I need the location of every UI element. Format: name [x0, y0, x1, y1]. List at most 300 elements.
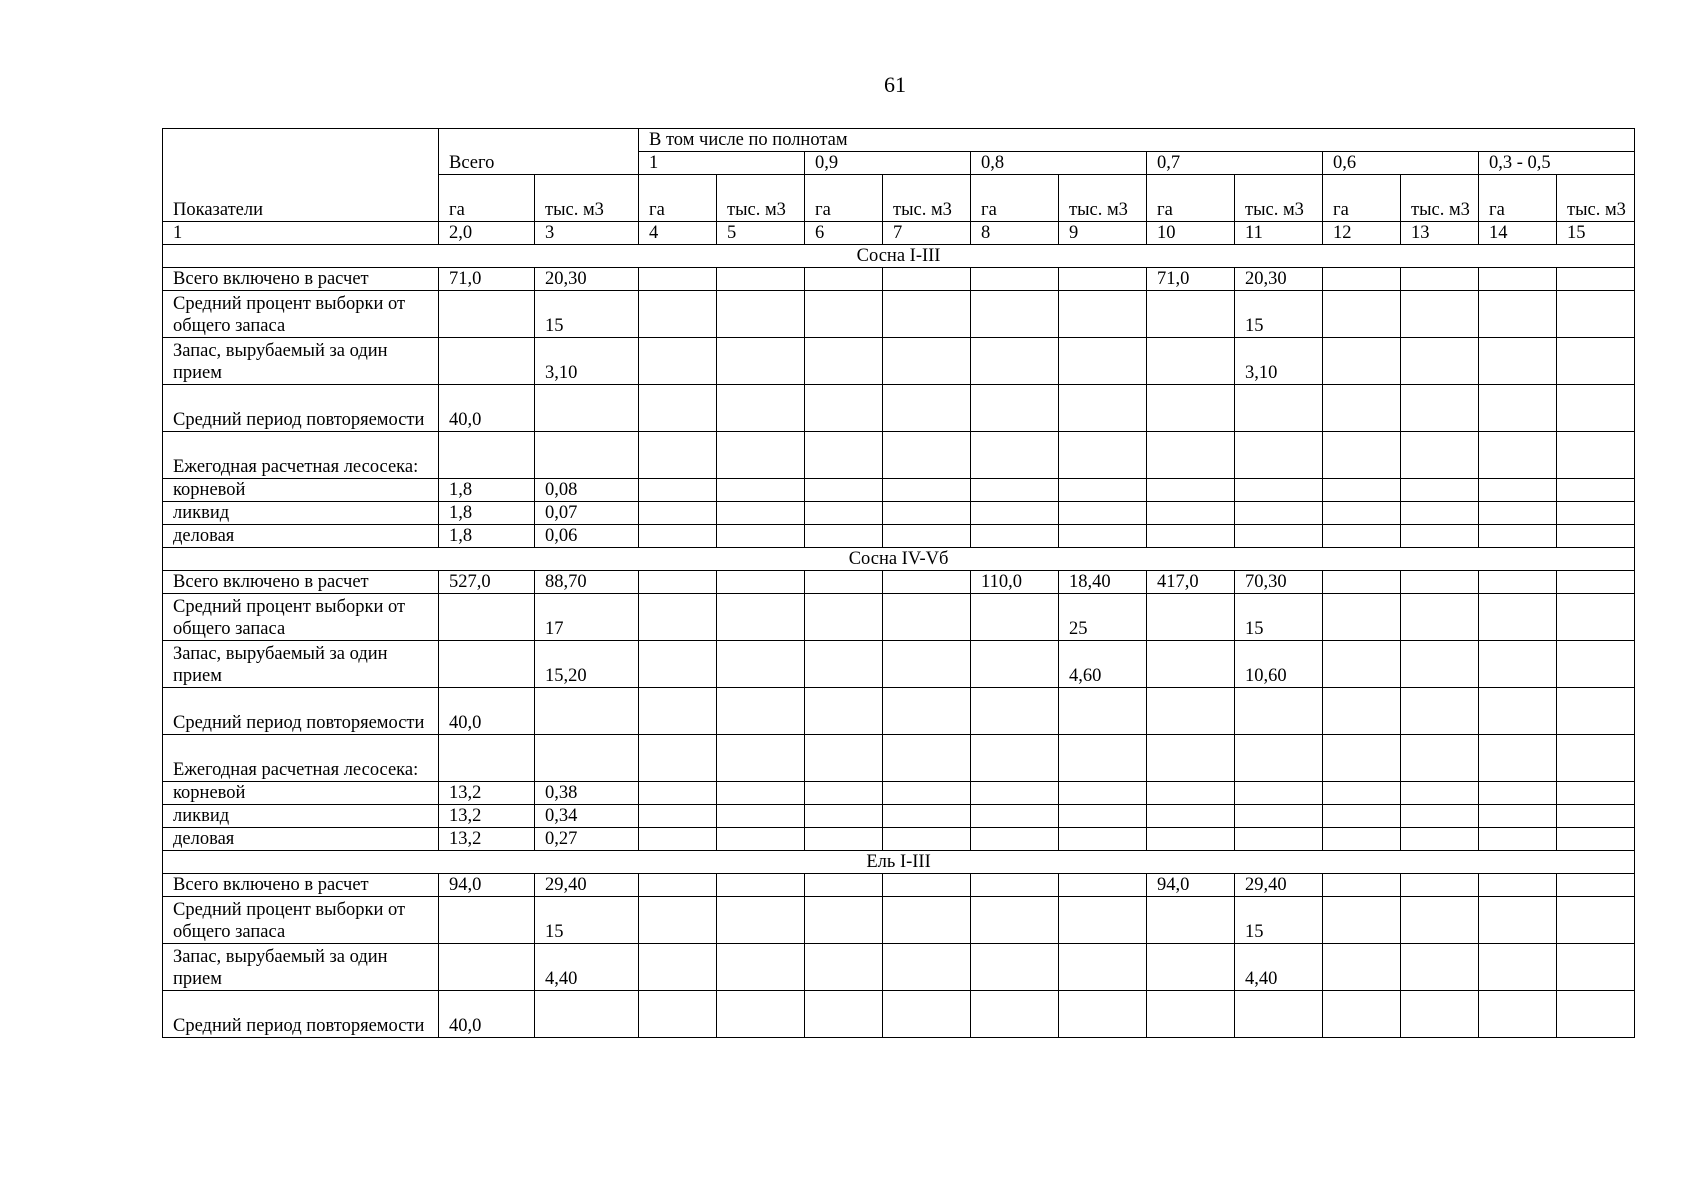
table-cell: [1323, 338, 1401, 385]
table-cell: [971, 525, 1059, 548]
table-cell: [639, 735, 717, 782]
row-label: Средний период повторяемости: [163, 385, 439, 432]
table-cell: 110,0: [971, 571, 1059, 594]
felling-table: [162, 128, 1635, 1038]
table-cell: [805, 805, 883, 828]
table-cell: [1147, 479, 1235, 502]
table-cell: [535, 432, 639, 479]
table-cell: [883, 897, 971, 944]
table-cell: [805, 991, 883, 1038]
table-cell: [971, 641, 1059, 688]
table-cell: [1401, 571, 1479, 594]
table-cell: [1479, 805, 1557, 828]
table-cell: 71,0: [439, 268, 535, 291]
table-cell: [1557, 828, 1635, 851]
table-cell: 88,70: [535, 571, 639, 594]
unit-ha: га: [1147, 175, 1235, 222]
table-cell: [639, 688, 717, 735]
table-cell: [717, 338, 805, 385]
table-cell: [883, 688, 971, 735]
table-cell: [1401, 525, 1479, 548]
table-cell: [639, 525, 717, 548]
table-cell: [1479, 897, 1557, 944]
table-cell: [1479, 641, 1557, 688]
table-cell: [1323, 688, 1401, 735]
table-cell: [1235, 502, 1323, 525]
row-label: Средний период повторяемости: [163, 991, 439, 1038]
table-cell: [1479, 525, 1557, 548]
table-cell: [883, 479, 971, 502]
table-cell: [805, 338, 883, 385]
table-row: [163, 805, 1635, 828]
unit-ha: га: [1479, 175, 1557, 222]
row-label: Запас, вырубаемый за один прием: [163, 338, 439, 385]
table-cell: [1401, 688, 1479, 735]
unit-thousand-m3: тыс. м3: [883, 175, 971, 222]
table-cell: [1235, 782, 1323, 805]
table-cell: 15: [1235, 594, 1323, 641]
column-number: 6: [805, 222, 883, 245]
table-cell: [639, 782, 717, 805]
table-cell: [1147, 291, 1235, 338]
row-label: Всего включено в расчет: [163, 874, 439, 897]
table-cell: [1401, 944, 1479, 991]
table-cell: 25: [1059, 594, 1147, 641]
table-cell: [639, 479, 717, 502]
table-cell: [639, 385, 717, 432]
table-cell: [883, 828, 971, 851]
table-cell: [805, 874, 883, 897]
table-cell: [1147, 897, 1235, 944]
table-cell: 527,0: [439, 571, 535, 594]
table-cell: [1147, 385, 1235, 432]
table-cell: [439, 291, 535, 338]
table-cell: [639, 874, 717, 897]
table-cell: [1401, 594, 1479, 641]
unit-ha: га: [971, 175, 1059, 222]
table-cell: 20,30: [1235, 268, 1323, 291]
unit-thousand-m3: тыс. м3: [1557, 175, 1635, 222]
table-cell: [1557, 571, 1635, 594]
section-title: Сосна IV-Vб: [163, 548, 1635, 571]
table-row: [163, 782, 1635, 805]
table-cell: [1323, 385, 1401, 432]
header-total: Всего: [439, 129, 639, 175]
table-cell: [1059, 874, 1147, 897]
table-cell: [1235, 828, 1323, 851]
table-cell: [1059, 735, 1147, 782]
table-cell: [971, 502, 1059, 525]
table-cell: [1557, 782, 1635, 805]
table-cell: 20,30: [535, 268, 639, 291]
table-cell: [1401, 502, 1479, 525]
table-cell: [971, 479, 1059, 502]
unit-thousand-m3: тыс. м3: [1235, 175, 1323, 222]
column-number: 4: [639, 222, 717, 245]
table-cell: 40,0: [439, 991, 535, 1038]
unit-thousand-m3: тыс. м3: [535, 175, 639, 222]
table-cell: [805, 525, 883, 548]
section-row: [163, 548, 1635, 571]
table-cell: [1323, 897, 1401, 944]
row-label: Средний процент выборки от общего запаса: [163, 291, 439, 338]
table-cell: [639, 805, 717, 828]
table-cell: [1479, 782, 1557, 805]
table-row: [163, 291, 1635, 338]
table-cell: [1479, 688, 1557, 735]
table-cell: [639, 594, 717, 641]
row-label: ликвид: [163, 805, 439, 828]
table-cell: [805, 944, 883, 991]
table-cell: [439, 735, 535, 782]
table-cell: [1235, 432, 1323, 479]
table-cell: [639, 991, 717, 1038]
table-cell: [805, 897, 883, 944]
table-cell: [639, 432, 717, 479]
table-cell: [1557, 432, 1635, 479]
table-cell: [805, 432, 883, 479]
table-cell: [1401, 828, 1479, 851]
table-cell: [1401, 897, 1479, 944]
table-cell: [1059, 268, 1147, 291]
table-cell: [1147, 828, 1235, 851]
row-label: Средний период повторяемости: [163, 688, 439, 735]
table-cell: 0,27: [535, 828, 639, 851]
table-cell: 4,40: [535, 944, 639, 991]
table-cell: [1401, 268, 1479, 291]
table-cell: [971, 991, 1059, 1038]
table-cell: [1059, 432, 1147, 479]
table-cell: 70,30: [1235, 571, 1323, 594]
table-cell: [1401, 291, 1479, 338]
table-cell: [1557, 385, 1635, 432]
table-cell: [1323, 735, 1401, 782]
table-cell: [717, 525, 805, 548]
table-cell: [1235, 991, 1323, 1038]
table-cell: [639, 268, 717, 291]
column-number: 3: [535, 222, 639, 245]
table-row: [163, 338, 1635, 385]
table-cell: [717, 897, 805, 944]
row-label: Всего включено в расчет: [163, 268, 439, 291]
table-cell: [1059, 991, 1147, 1038]
table-cell: 13,2: [439, 782, 535, 805]
density-0-6: 0,6: [1323, 152, 1479, 175]
table-cell: 94,0: [439, 874, 535, 897]
table-cell: [1059, 944, 1147, 991]
row-label: ликвид: [163, 502, 439, 525]
table-cell: [1557, 479, 1635, 502]
row-label: Всего включено в расчет: [163, 571, 439, 594]
table-cell: [1479, 594, 1557, 641]
table-cell: [1059, 805, 1147, 828]
table-cell: [1479, 479, 1557, 502]
table-cell: [1557, 502, 1635, 525]
table-cell: [1059, 291, 1147, 338]
table-cell: [1557, 291, 1635, 338]
table-cell: [883, 991, 971, 1038]
table-cell: [639, 944, 717, 991]
column-number: 14: [1479, 222, 1557, 245]
table-cell: [1059, 525, 1147, 548]
table-cell: [805, 828, 883, 851]
table-cell: [971, 897, 1059, 944]
row-label: деловая: [163, 828, 439, 851]
column-number: 11: [1235, 222, 1323, 245]
table-cell: [1235, 688, 1323, 735]
table-cell: [1059, 782, 1147, 805]
table-cell: [639, 338, 717, 385]
table-cell: [1401, 805, 1479, 828]
table-cell: [1147, 782, 1235, 805]
table-cell: [717, 641, 805, 688]
table-cell: [1323, 525, 1401, 548]
table-cell: [883, 502, 971, 525]
table-cell: [971, 594, 1059, 641]
table-cell: 71,0: [1147, 268, 1235, 291]
table-cell: [1059, 688, 1147, 735]
table-cell: [1557, 735, 1635, 782]
row-label: Запас, вырубаемый за один прием: [163, 944, 439, 991]
table-cell: [971, 944, 1059, 991]
section-title: Сосна I-III: [163, 245, 1635, 268]
table-cell: 17: [535, 594, 639, 641]
table-cell: [1401, 385, 1479, 432]
table-cell: [717, 594, 805, 641]
table-cell: [1147, 991, 1235, 1038]
column-number: 15: [1557, 222, 1635, 245]
table-cell: [805, 571, 883, 594]
table-cell: [439, 338, 535, 385]
table-cell: [439, 432, 535, 479]
column-number: 2,0: [439, 222, 535, 245]
table-cell: [1235, 385, 1323, 432]
row-label: Запас, вырубаемый за один прием: [163, 641, 439, 688]
column-number: 1: [163, 222, 439, 245]
table-cell: [1557, 805, 1635, 828]
table-cell: [1479, 432, 1557, 479]
table-cell: [1557, 594, 1635, 641]
table-cell: 1,8: [439, 525, 535, 548]
table-cell: 29,40: [1235, 874, 1323, 897]
table-cell: [971, 268, 1059, 291]
table-cell: 3,10: [535, 338, 639, 385]
table-cell: [1323, 291, 1401, 338]
table-cell: [1401, 432, 1479, 479]
table-cell: [1479, 828, 1557, 851]
table-cell: [717, 479, 805, 502]
table-cell: 1,8: [439, 502, 535, 525]
column-number: 12: [1323, 222, 1401, 245]
density-1: 1: [639, 152, 805, 175]
table-cell: [883, 291, 971, 338]
table-cell: [1235, 735, 1323, 782]
table-cell: [883, 874, 971, 897]
page-number: 61: [884, 72, 906, 97]
table-cell: [1557, 268, 1635, 291]
table-cell: 40,0: [439, 385, 535, 432]
table-cell: [1401, 874, 1479, 897]
table-cell: [883, 782, 971, 805]
density-0-9: 0,9: [805, 152, 971, 175]
table-row: [163, 874, 1635, 897]
table-row: [163, 944, 1635, 991]
table-cell: [717, 782, 805, 805]
table-cell: [805, 479, 883, 502]
table-cell: [1323, 828, 1401, 851]
table-cell: [1479, 944, 1557, 991]
table-cell: [1059, 502, 1147, 525]
column-number: 9: [1059, 222, 1147, 245]
table-cell: [1479, 874, 1557, 897]
table-cell: [1323, 805, 1401, 828]
table-cell: [439, 897, 535, 944]
column-number: 8: [971, 222, 1059, 245]
table-cell: [1147, 688, 1235, 735]
table-cell: [1147, 338, 1235, 385]
table-cell: [883, 735, 971, 782]
table-cell: [1557, 897, 1635, 944]
table-row: [163, 688, 1635, 735]
table-cell: [535, 688, 639, 735]
table-cell: 0,34: [535, 805, 639, 828]
table-row: [163, 897, 1635, 944]
table-row: [163, 432, 1635, 479]
table-cell: [1059, 479, 1147, 502]
table-cell: [1323, 268, 1401, 291]
table-cell: [805, 385, 883, 432]
table-cell: [971, 291, 1059, 338]
table-cell: [439, 944, 535, 991]
table-cell: [717, 828, 805, 851]
table-cell: [1147, 432, 1235, 479]
table-cell: [1235, 805, 1323, 828]
unit-ha: га: [439, 175, 535, 222]
table-cell: [535, 735, 639, 782]
table-cell: [1401, 991, 1479, 1038]
table-cell: [971, 432, 1059, 479]
density-0-8: 0,8: [971, 152, 1147, 175]
table-cell: [639, 828, 717, 851]
table-cell: [1323, 502, 1401, 525]
table-cell: [1479, 385, 1557, 432]
table-cell: [1401, 782, 1479, 805]
table-row: [163, 641, 1635, 688]
table-cell: [639, 641, 717, 688]
header-row-1: [163, 129, 1635, 152]
table-cell: [1147, 944, 1235, 991]
table-cell: [1557, 641, 1635, 688]
table-cell: [805, 782, 883, 805]
column-number: 7: [883, 222, 971, 245]
density-0-7: 0,7: [1147, 152, 1323, 175]
table-cell: 15: [1235, 291, 1323, 338]
table-cell: 13,2: [439, 805, 535, 828]
unit-thousand-m3: тыс. м3: [1059, 175, 1147, 222]
table-cell: [883, 805, 971, 828]
table-cell: [439, 641, 535, 688]
column-number-row: [163, 222, 1635, 245]
table-cell: [1557, 338, 1635, 385]
table-cell: [717, 944, 805, 991]
table-cell: 13,2: [439, 828, 535, 851]
row-label: корневой: [163, 479, 439, 502]
table-cell: [1059, 385, 1147, 432]
row-label: Ежегодная расчетная лесосека:: [163, 432, 439, 479]
table-cell: [1147, 502, 1235, 525]
section-row: [163, 245, 1635, 268]
table-cell: [717, 432, 805, 479]
table-cell: [971, 735, 1059, 782]
table-cell: 0,07: [535, 502, 639, 525]
table-cell: [971, 338, 1059, 385]
table-cell: [805, 291, 883, 338]
table-cell: [971, 874, 1059, 897]
unit-thousand-m3: тыс. м3: [1401, 175, 1479, 222]
table-cell: [1557, 525, 1635, 548]
table-cell: [1479, 571, 1557, 594]
table-body: [163, 245, 1635, 1038]
table-cell: [1147, 805, 1235, 828]
table-cell: [1479, 735, 1557, 782]
table-cell: [1401, 338, 1479, 385]
header-indicators: Показатели: [163, 129, 439, 222]
unit-ha: га: [639, 175, 717, 222]
table-cell: 15: [535, 897, 639, 944]
table-cell: 1,8: [439, 479, 535, 502]
table-cell: [1557, 874, 1635, 897]
table-cell: [439, 594, 535, 641]
table-cell: [1147, 525, 1235, 548]
table-cell: [805, 502, 883, 525]
table-cell: [1323, 571, 1401, 594]
table-cell: [971, 782, 1059, 805]
table-cell: [1479, 338, 1557, 385]
table-row: [163, 991, 1635, 1038]
table-cell: 4,40: [1235, 944, 1323, 991]
row-label: корневой: [163, 782, 439, 805]
table-cell: [1323, 432, 1401, 479]
table-cell: [1557, 991, 1635, 1038]
table-cell: [971, 688, 1059, 735]
table-cell: [535, 385, 639, 432]
table-cell: 10,60: [1235, 641, 1323, 688]
unit-thousand-m3: тыс. м3: [717, 175, 805, 222]
table-cell: [717, 385, 805, 432]
table-cell: [1479, 991, 1557, 1038]
row-label: Средний процент выборки от общего запаса: [163, 897, 439, 944]
table-cell: [717, 735, 805, 782]
table-row: [163, 594, 1635, 641]
table-cell: 417,0: [1147, 571, 1235, 594]
table-cell: 15: [1235, 897, 1323, 944]
table-row: [163, 268, 1635, 291]
header-including-by-density: В том числе по полнотам: [639, 129, 1635, 152]
table-cell: 29,40: [535, 874, 639, 897]
table-cell: 15: [535, 291, 639, 338]
column-number: 13: [1401, 222, 1479, 245]
table-cell: [883, 944, 971, 991]
table-cell: [639, 571, 717, 594]
table-cell: [1323, 991, 1401, 1038]
table-cell: [1479, 291, 1557, 338]
table-cell: 4,60: [1059, 641, 1147, 688]
row-label: Средний процент выборки от общего запаса: [163, 594, 439, 641]
table-cell: [1401, 735, 1479, 782]
table-cell: [805, 268, 883, 291]
table-cell: 3,10: [1235, 338, 1323, 385]
table-cell: [805, 641, 883, 688]
